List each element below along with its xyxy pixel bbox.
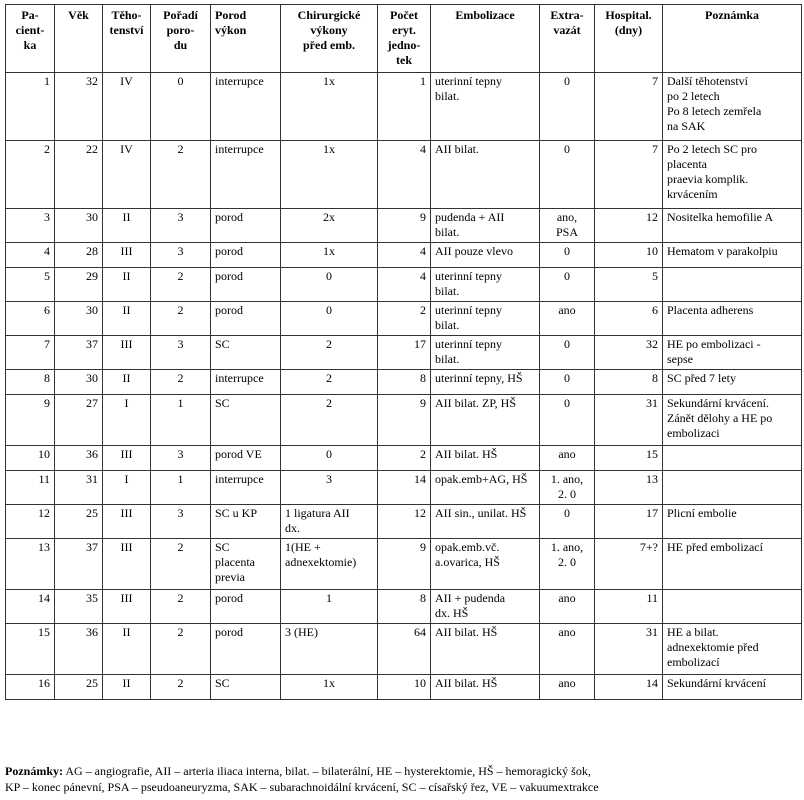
cell-hospital-days: 10 — [595, 243, 663, 268]
cell-embolization: uterinní tepny bilat. — [431, 268, 540, 302]
cell-hospital-days: 15 — [595, 446, 663, 471]
cell-age: 30 — [55, 370, 103, 395]
cell-patient: 5 — [6, 268, 55, 302]
cell-extravasate: ano — [540, 590, 595, 624]
cell-birth-order: 1 — [151, 471, 211, 505]
table-row — [6, 336, 802, 370]
cell-note — [663, 471, 802, 505]
table-row — [6, 395, 802, 446]
table-row — [6, 141, 802, 209]
cell-pregnancy: III — [103, 590, 151, 624]
cell-pregnancy: II — [103, 268, 151, 302]
cell-extravasate: 0 — [540, 395, 595, 446]
cell-hospital-days: 31 — [595, 395, 663, 446]
footnotes — [5, 763, 801, 795]
cell-pregnancy: III — [103, 336, 151, 370]
cell-birth-order: 2 — [151, 302, 211, 336]
cell-patient: 7 — [6, 336, 55, 370]
cell-erythrocyte-units: 4 — [378, 268, 431, 302]
cell-hospital-days: 31 — [595, 624, 663, 675]
table-row — [6, 370, 802, 395]
cell-erythrocyte-units: 8 — [378, 370, 431, 395]
cell-hospital-days: 32 — [595, 336, 663, 370]
header-delivery: Porod výkon — [211, 5, 281, 73]
cell-age: 29 — [55, 268, 103, 302]
cell-note — [663, 446, 802, 471]
cell-embolization: pudenda + AII bilat. — [431, 209, 540, 243]
cell-patient: 6 — [6, 302, 55, 336]
cell-extravasate: 0 — [540, 73, 595, 141]
cell-delivery: porod — [211, 624, 281, 675]
table-row — [6, 590, 802, 624]
cell-hospital-days: 11 — [595, 590, 663, 624]
cell-pregnancy: III — [103, 539, 151, 590]
cell-age: 30 — [55, 209, 103, 243]
cell-note: Sekundární krvácení — [663, 675, 802, 700]
footnotes-line-1: AG – angiografie, AII – arteria iliaca interna, bilat. – bilaterální, HE – hysterektomie, HŠ – hemoragický šok, — [63, 764, 591, 778]
table-row — [6, 446, 802, 471]
cell-delivery: porod — [211, 209, 281, 243]
cell-birth-order: 3 — [151, 209, 211, 243]
cell-embolization: uterinní tepny bilat. — [431, 336, 540, 370]
table-row — [6, 243, 802, 268]
header-extravasate: Extra- vazát — [540, 5, 595, 73]
cell-patient: 3 — [6, 209, 55, 243]
cell-patient: 15 — [6, 624, 55, 675]
cell-patient: 10 — [6, 446, 55, 471]
cell-surgery: 2 — [281, 395, 378, 446]
cell-embolization: uterinní tepny bilat. — [431, 73, 540, 141]
cell-embolization: AII + pudenda dx. HŠ — [431, 590, 540, 624]
cell-age: 37 — [55, 539, 103, 590]
cell-hospital-days: 5 — [595, 268, 663, 302]
cell-pregnancy: IV — [103, 73, 151, 141]
cell-erythrocyte-units: 17 — [378, 336, 431, 370]
cell-extravasate: ano — [540, 446, 595, 471]
cell-surgery: 1 — [281, 590, 378, 624]
cell-birth-order: 2 — [151, 539, 211, 590]
cell-surgery: 1 ligatura AII dx. — [281, 505, 378, 539]
header-surgery: Chirurgické výkony před emb. — [281, 5, 378, 73]
cell-extravasate: 0 — [540, 268, 595, 302]
cell-note: Sekundární krvácení. Zánět dělohy a HE po embolizaci — [663, 395, 802, 446]
cell-hospital-days: 7 — [595, 73, 663, 141]
cell-surgery: 1x — [281, 675, 378, 700]
cell-erythrocyte-units: 9 — [378, 539, 431, 590]
header-hospital-days: Hospital. (dny) — [595, 5, 663, 73]
cell-pregnancy: III — [103, 243, 151, 268]
cell-erythrocyte-units: 9 — [378, 395, 431, 446]
cell-birth-order: 3 — [151, 243, 211, 268]
table-row — [6, 675, 802, 700]
cell-delivery: porod — [211, 302, 281, 336]
cell-extravasate: 1. ano, 2. 0 — [540, 471, 595, 505]
table-row — [6, 268, 802, 302]
cell-delivery: interrupce — [211, 471, 281, 505]
cell-erythrocyte-units: 12 — [378, 505, 431, 539]
cell-surgery: 1x — [281, 73, 378, 141]
cell-hospital-days: 17 — [595, 505, 663, 539]
header-birth-order: Pořadí poro- du — [151, 5, 211, 73]
cell-erythrocyte-units: 4 — [378, 243, 431, 268]
table-row — [6, 624, 802, 675]
cell-delivery: SC — [211, 675, 281, 700]
cell-surgery: 1x — [281, 243, 378, 268]
cell-note: Nositelka hemofilie A — [663, 209, 802, 243]
cell-pregnancy: II — [103, 624, 151, 675]
cell-embolization: AII bilat. HŠ — [431, 624, 540, 675]
cell-note — [663, 268, 802, 302]
table-header-row — [6, 5, 802, 73]
table-row — [6, 471, 802, 505]
cell-pregnancy: I — [103, 471, 151, 505]
cell-embolization: AII bilat. HŠ — [431, 446, 540, 471]
cell-extravasate: ano — [540, 624, 595, 675]
cell-extravasate: ano — [540, 675, 595, 700]
cell-patient: 8 — [6, 370, 55, 395]
cell-birth-order: 3 — [151, 505, 211, 539]
cell-delivery: SC — [211, 395, 281, 446]
cell-surgery: 1x — [281, 141, 378, 209]
cell-surgery: 0 — [281, 268, 378, 302]
cell-pregnancy: III — [103, 505, 151, 539]
footnotes-label: Poznámky: — [5, 764, 63, 778]
cell-note: Po 2 letech SC pro placenta praevia komplik. krvácením — [663, 141, 802, 209]
cell-pregnancy: II — [103, 675, 151, 700]
patient-table — [5, 4, 802, 700]
cell-erythrocyte-units: 14 — [378, 471, 431, 505]
cell-age: 25 — [55, 675, 103, 700]
cell-erythrocyte-units: 2 — [378, 302, 431, 336]
cell-surgery: 1(HE + adnexektomie) — [281, 539, 378, 590]
cell-birth-order: 2 — [151, 675, 211, 700]
cell-note: HE před embolizací — [663, 539, 802, 590]
cell-patient: 16 — [6, 675, 55, 700]
cell-patient: 2 — [6, 141, 55, 209]
cell-delivery: porod VE — [211, 446, 281, 471]
cell-pregnancy: I — [103, 395, 151, 446]
cell-erythrocyte-units: 9 — [378, 209, 431, 243]
header-age: Věk — [55, 5, 103, 73]
cell-note: Placenta adherens — [663, 302, 802, 336]
cell-age: 25 — [55, 505, 103, 539]
cell-delivery: interrupce — [211, 73, 281, 141]
cell-embolization: AII bilat. — [431, 141, 540, 209]
cell-age: 37 — [55, 336, 103, 370]
cell-extravasate: 0 — [540, 141, 595, 209]
cell-embolization: uterinní tepny bilat. — [431, 302, 540, 336]
cell-embolization: AII bilat. ZP, HŠ — [431, 395, 540, 446]
cell-age: 31 — [55, 471, 103, 505]
cell-age: 36 — [55, 624, 103, 675]
cell-age: 32 — [55, 73, 103, 141]
table-row — [6, 539, 802, 590]
cell-embolization: AII bilat. HŠ — [431, 675, 540, 700]
cell-extravasate: 0 — [540, 505, 595, 539]
cell-extravasate: 0 — [540, 243, 595, 268]
cell-delivery: porod — [211, 243, 281, 268]
cell-patient: 11 — [6, 471, 55, 505]
cell-hospital-days: 14 — [595, 675, 663, 700]
cell-delivery: SC placenta previa — [211, 539, 281, 590]
cell-delivery: interrupce — [211, 370, 281, 395]
cell-delivery: SC — [211, 336, 281, 370]
cell-birth-order: 1 — [151, 395, 211, 446]
header-note: Poznámka — [663, 5, 802, 73]
cell-surgery: 0 — [281, 446, 378, 471]
cell-delivery: porod — [211, 268, 281, 302]
cell-pregnancy: IV — [103, 141, 151, 209]
cell-patient: 1 — [6, 73, 55, 141]
cell-note: HE a bilat. adnexektomie před embolizací — [663, 624, 802, 675]
cell-patient: 4 — [6, 243, 55, 268]
cell-delivery: SC u KP — [211, 505, 281, 539]
cell-erythrocyte-units: 4 — [378, 141, 431, 209]
cell-embolization: AII sin., unilat. HŠ — [431, 505, 540, 539]
header-patient: Pa- cient- ka — [6, 5, 55, 73]
cell-extravasate: ano, PSA — [540, 209, 595, 243]
cell-patient: 14 — [6, 590, 55, 624]
cell-extravasate: ano — [540, 302, 595, 336]
cell-surgery: 0 — [281, 302, 378, 336]
cell-pregnancy: III — [103, 446, 151, 471]
cell-erythrocyte-units: 1 — [378, 73, 431, 141]
cell-pregnancy: II — [103, 302, 151, 336]
cell-hospital-days: 8 — [595, 370, 663, 395]
cell-erythrocyte-units: 64 — [378, 624, 431, 675]
cell-age: 30 — [55, 302, 103, 336]
table-body — [6, 73, 802, 700]
table-row — [6, 73, 802, 141]
cell-note — [663, 590, 802, 624]
cell-age: 22 — [55, 141, 103, 209]
cell-erythrocyte-units: 2 — [378, 446, 431, 471]
cell-patient: 9 — [6, 395, 55, 446]
cell-pregnancy: II — [103, 370, 151, 395]
cell-age: 28 — [55, 243, 103, 268]
cell-extravasate: 0 — [540, 370, 595, 395]
cell-surgery: 2 — [281, 370, 378, 395]
cell-hospital-days: 13 — [595, 471, 663, 505]
cell-embolization: uterinní tepny, HŠ — [431, 370, 540, 395]
cell-birth-order: 2 — [151, 370, 211, 395]
cell-erythrocyte-units: 10 — [378, 675, 431, 700]
cell-hospital-days: 6 — [595, 302, 663, 336]
cell-hospital-days: 12 — [595, 209, 663, 243]
cell-surgery: 2x — [281, 209, 378, 243]
cell-birth-order: 2 — [151, 141, 211, 209]
table-row — [6, 209, 802, 243]
table-row — [6, 302, 802, 336]
cell-patient: 13 — [6, 539, 55, 590]
header-embolization: Embolizace — [431, 5, 540, 73]
cell-surgery: 3 (HE) — [281, 624, 378, 675]
cell-extravasate: 0 — [540, 336, 595, 370]
cell-note: HE po embolizaci - sepse — [663, 336, 802, 370]
cell-birth-order: 0 — [151, 73, 211, 141]
header-pregnancy: Těho- tenství — [103, 5, 151, 73]
cell-birth-order: 2 — [151, 590, 211, 624]
cell-embolization: opak.emb+AG, HŠ — [431, 471, 540, 505]
cell-birth-order: 3 — [151, 446, 211, 471]
cell-birth-order: 2 — [151, 624, 211, 675]
table-row — [6, 505, 802, 539]
cell-patient: 12 — [6, 505, 55, 539]
cell-pregnancy: II — [103, 209, 151, 243]
cell-extravasate: 1. ano, 2. 0 — [540, 539, 595, 590]
cell-age: 27 — [55, 395, 103, 446]
cell-embolization: AII pouze vlevo — [431, 243, 540, 268]
cell-delivery: porod — [211, 590, 281, 624]
cell-age: 36 — [55, 446, 103, 471]
cell-erythrocyte-units: 8 — [378, 590, 431, 624]
cell-birth-order: 2 — [151, 268, 211, 302]
cell-age: 35 — [55, 590, 103, 624]
cell-note: SC před 7 lety — [663, 370, 802, 395]
cell-embolization: opak.emb.vč. a.ovarica, HŠ — [431, 539, 540, 590]
cell-hospital-days: 7+? — [595, 539, 663, 590]
cell-birth-order: 3 — [151, 336, 211, 370]
cell-note: Plicní embolie — [663, 505, 802, 539]
cell-delivery: interrupce — [211, 141, 281, 209]
footnotes-line-2: KP – konec pánevní, PSA – pseudoaneuryzma, SAK – subarachnoidální krvácení, SC – císařský řez, VE – vakuumextrakce — [5, 780, 599, 794]
cell-note: Hematom v parakolpiu — [663, 243, 802, 268]
cell-surgery: 3 — [281, 471, 378, 505]
cell-note: Další těhotenství po 2 letech Po 8 letech zemřela na SAK — [663, 73, 802, 141]
cell-hospital-days: 7 — [595, 141, 663, 209]
cell-surgery: 2 — [281, 336, 378, 370]
header-erythrocyte-units: Počet eryt. jedno- tek — [378, 5, 431, 73]
